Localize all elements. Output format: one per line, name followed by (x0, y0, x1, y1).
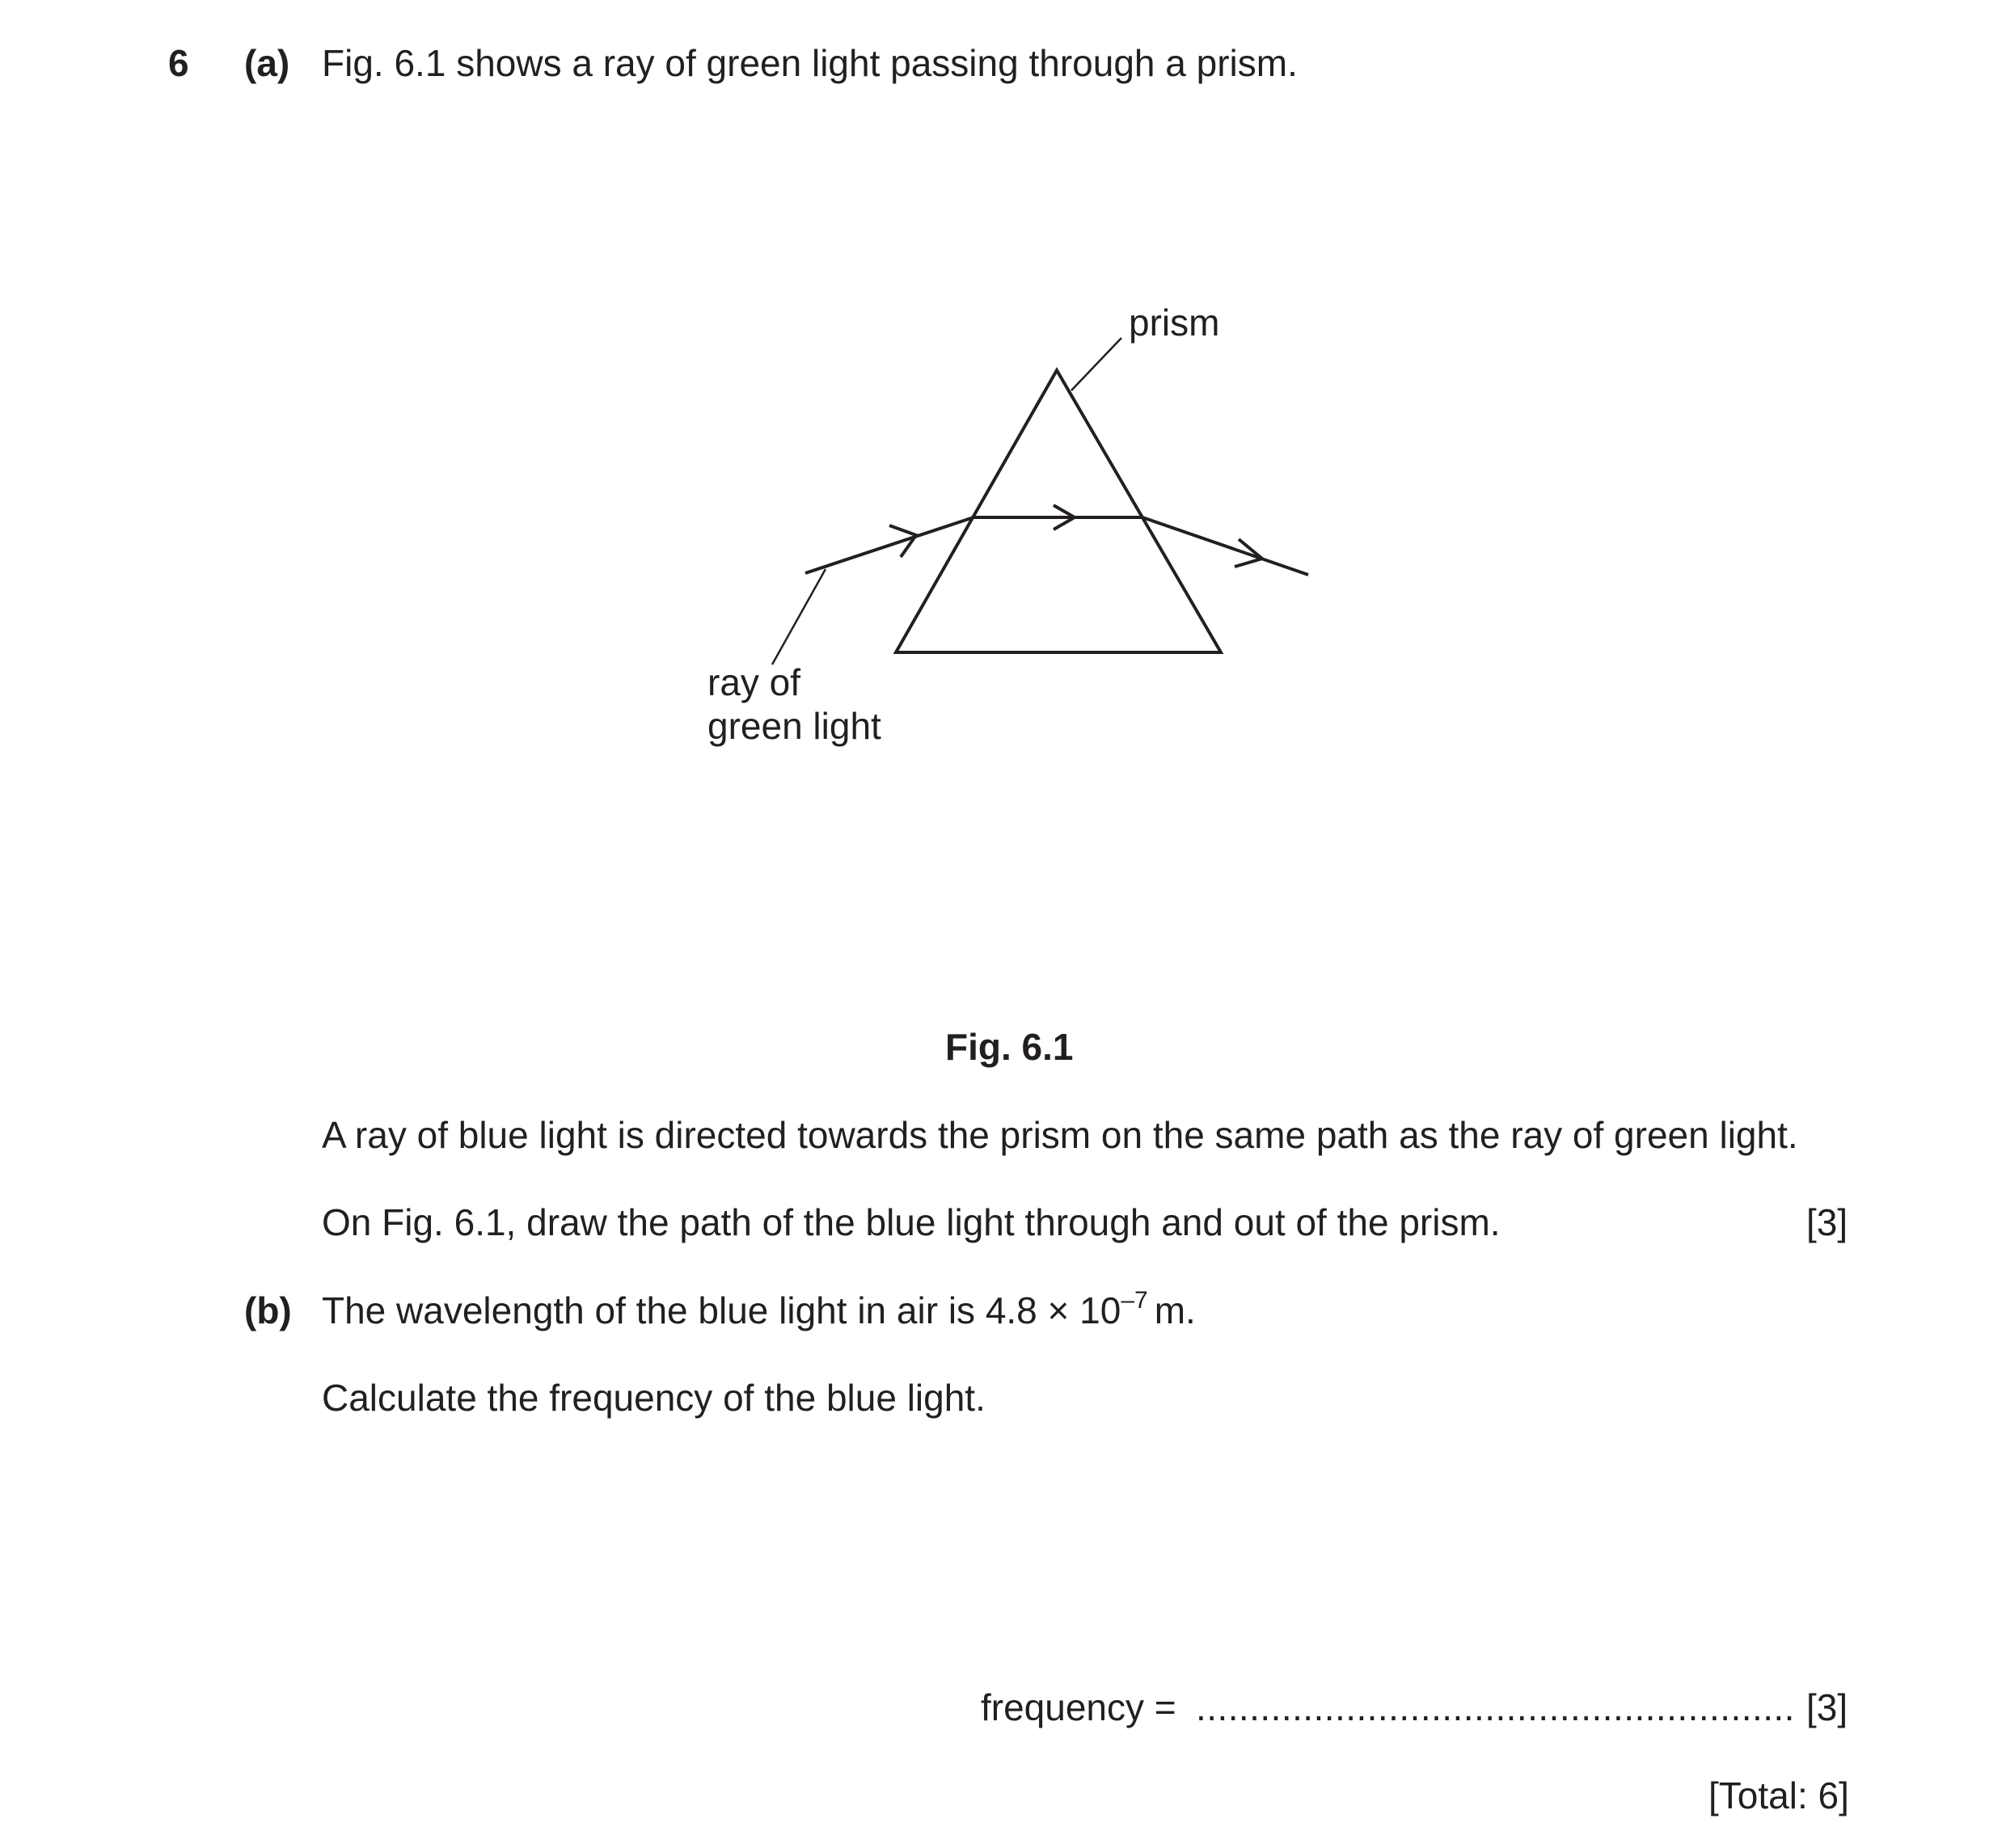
part-b-wavelength (322, 1287, 1196, 1331)
part-b-instruction: Calculate the frequency of the blue light. (322, 1377, 986, 1419)
answer-label: frequency = (981, 1686, 1176, 1728)
part-a-intro: Fig. 6.1 shows a ray of green light passing through a prism. (322, 42, 1298, 84)
ray-label-line1: ray of (707, 661, 801, 703)
part-a-text2: On Fig. 6.1, draw the path of the blue light through and out of the prism. (322, 1201, 1501, 1243)
part-a-marks: [3] (1806, 1201, 1848, 1243)
part-b-marks: [3] (1806, 1686, 1848, 1728)
answer-line[interactable]: ........................................................ (1196, 1686, 1795, 1728)
ray-leader-line (772, 569, 826, 665)
prism-figure (0, 0, 2006, 808)
prism-leader-line (1071, 338, 1121, 390)
figure-caption: Fig. 6.1 (945, 1026, 1074, 1068)
wavelength-unit: m. (1154, 1289, 1196, 1331)
question-number: 6 (168, 42, 189, 84)
ray-label-line2: green light (707, 705, 881, 747)
part-a-text1: A ray of blue light is directed towards the prism on the same path as the ray of green light. (322, 1114, 1798, 1156)
prism-outline (896, 370, 1221, 652)
part-b-label: (b) (244, 1289, 292, 1331)
prism-label: prism (1129, 302, 1220, 344)
wavelength-exponent: –7 (1121, 1287, 1148, 1314)
part-a-label: (a) (244, 42, 290, 84)
emergent-ray (1142, 517, 1308, 575)
total-marks: [Total: 6] (1708, 1774, 1849, 1816)
wavelength-text: The wavelength of the blue light in air is 4.8 × 10 (322, 1289, 1121, 1331)
